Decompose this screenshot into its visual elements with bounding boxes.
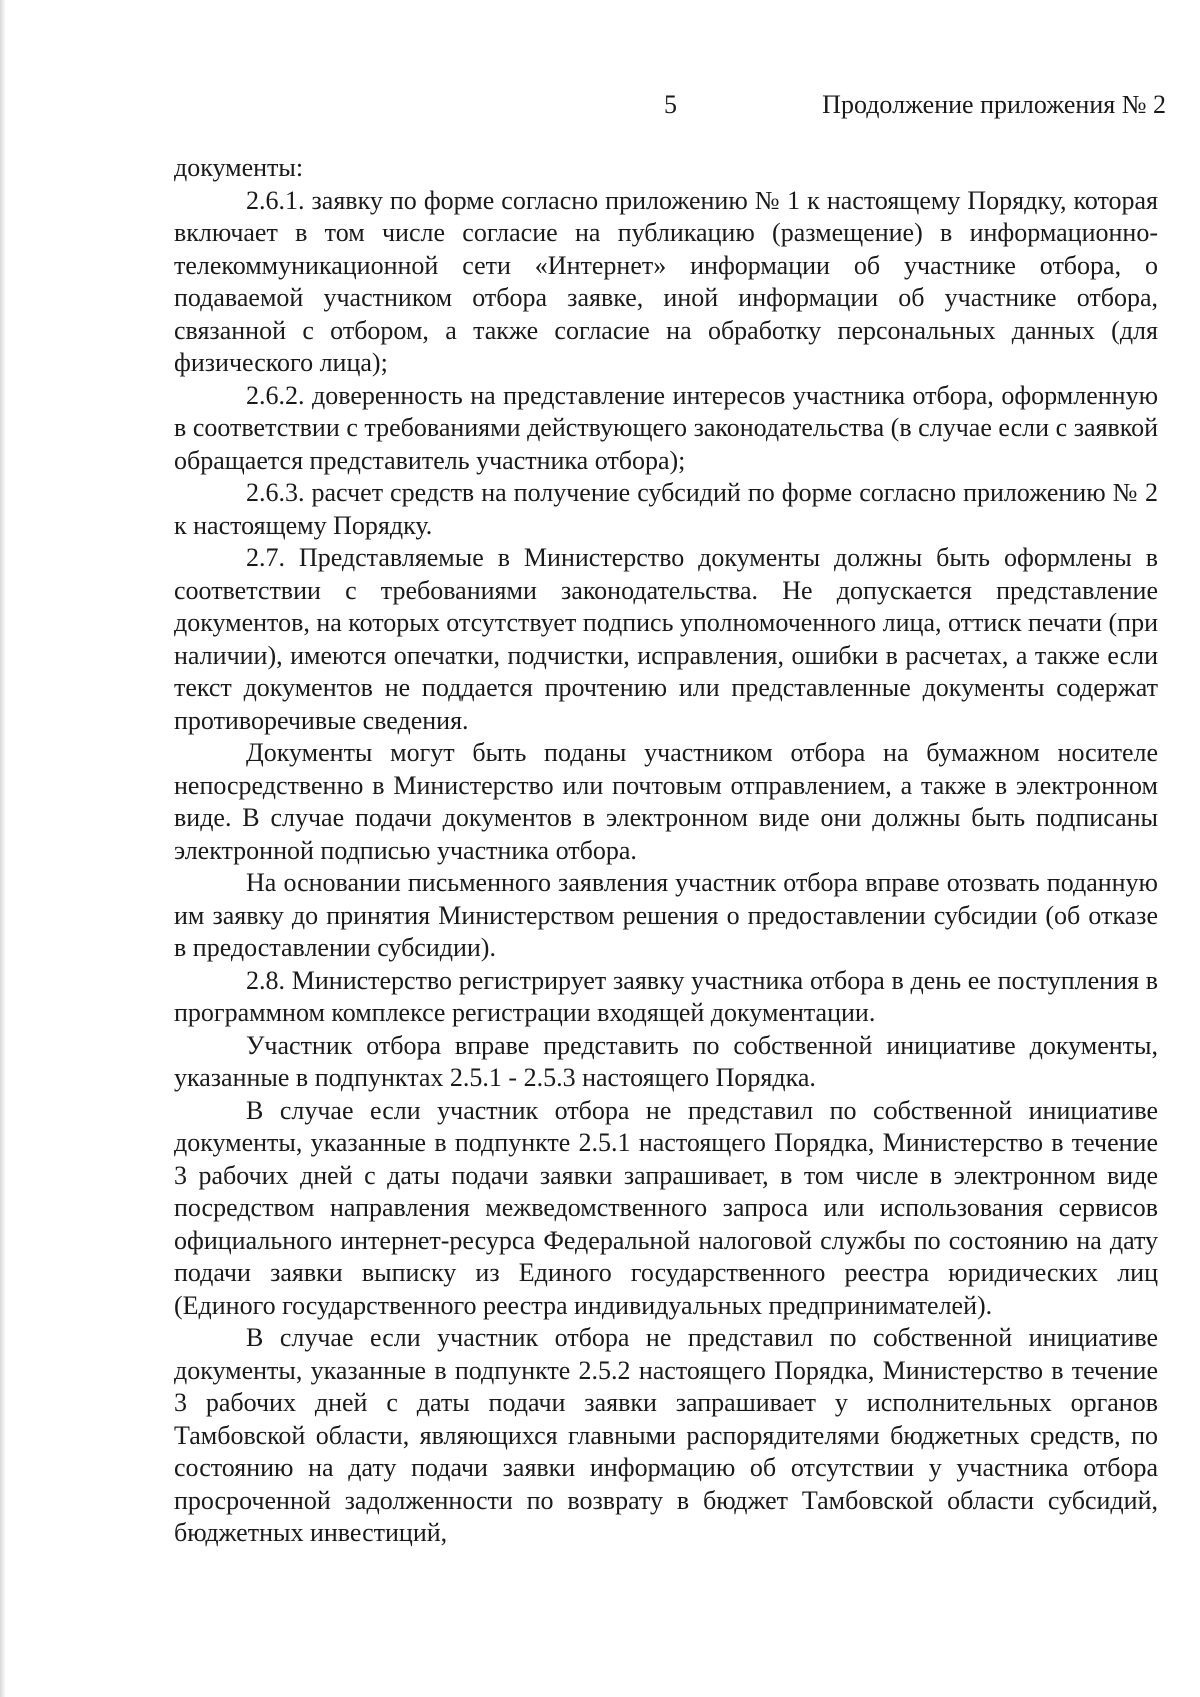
scan-edge xyxy=(0,0,6,1697)
paragraph-2-8: 2.8. Министерство регистрирует заявку участника отбора в день ее поступления в программном комплексе регистрации входящей документации. xyxy=(174,965,1158,1027)
paragraph-2-6-3: 2.6.3. расчет средств на получение субсидий по форме согласно приложению № 2 к настоящему Порядку. xyxy=(174,478,1158,540)
paragraph-2-6-2: 2.6.2. доверенность на представление интересов участника отбора, оформленную в соответствии с требованиями действующего законодательства (в случае если с заявкой обращается представитель участника отбора); xyxy=(174,380,1158,475)
paragraph-2-5-2-request: В случае если участник отбора не представил по собственной инициативе документы, указанные в подпункте 2.5.2 настоящего Порядка, Министерство в течение 3 рабочих дней с даты подачи заявки запрашивает у исполнительных органов Тамбовской области, являющихся главными распорядителями бюджетных средств, по состоянию на дату подачи заявки информацию об отсутствии у участника отбора просроченной задолженности по возврату в бюджет Тамбовской области субсидий, бюджетных инвестиций, xyxy=(174,1323,1158,1547)
paragraph-submission-methods: Документы могут быть поданы участником отбора на бумажном носителе непосредственно в Министерство или почтовым отправлением, а также в электронном виде. В случае подачи документов в электронном виде они должны быть подписаны электронной подписью участника отбора. xyxy=(174,738,1158,865)
paragraph-withdrawal: На основании письменного заявления участник отбора вправе отозвать поданную им заявку до принятия Министерством решения о предоставлении субсидии (об отказе в предоставлении субсидии). xyxy=(174,868,1158,962)
page-header xyxy=(0,90,1200,130)
page-number: 5 xyxy=(664,90,677,119)
paragraph-2-6-1: 2.6.1. заявку по форме согласно приложению № 1 к настоящему Порядку, которая включает в том числе согласие на публикацию (размещение) в информационно-телекоммуникационной сети «Интернет» информации об участнике отбора, о подаваемой участником отбора заявке, иной информации об участнике отбора, связанной с отбором, а также согласие на обработку персональных данных (для физического лица); xyxy=(174,185,1158,377)
paragraph-continuation: документы: xyxy=(174,153,304,182)
paragraph-own-initiative: Участник отбора вправе представить по собственной инициативе документы, указанные в подпунктах 2.5.1 - 2.5.3 настоящего Порядка. xyxy=(174,1030,1158,1092)
paragraph-2-7: 2.7. Представляемые в Министерство документы должны быть оформлены в соответствии с требованиями законодательства. Не допускается представление документов, на которых отсутствует подпись уполномоченного лица, оттиск печати (при наличии), имеются опечатки, подчистки, исправления, ошибки в расчетах, а также если текст документов не поддается прочтению или представленные документы содержат противоречивые сведения. xyxy=(174,543,1158,735)
document-body xyxy=(174,152,1158,1550)
appendix-continuation: Продолжение приложения № 2 xyxy=(822,90,1166,119)
paragraph-2-5-1-request: В случае если участник отбора не представил по собственной инициативе документы, указанные в подпункте 2.5.1 настоящего Порядка, Министерство в течение 3 рабочих дней с даты подачи заявки запрашивает, в том числе в электронном виде посредством направления межведомственного запроса или использования сервисов официального интернет-ресурса Федеральной налоговой службы по состоянию на дату подачи заявки выписку из Единого государственного реестра юридических лиц (Единого государственного реестра индивидуальных предпринимателей). xyxy=(174,1095,1158,1320)
